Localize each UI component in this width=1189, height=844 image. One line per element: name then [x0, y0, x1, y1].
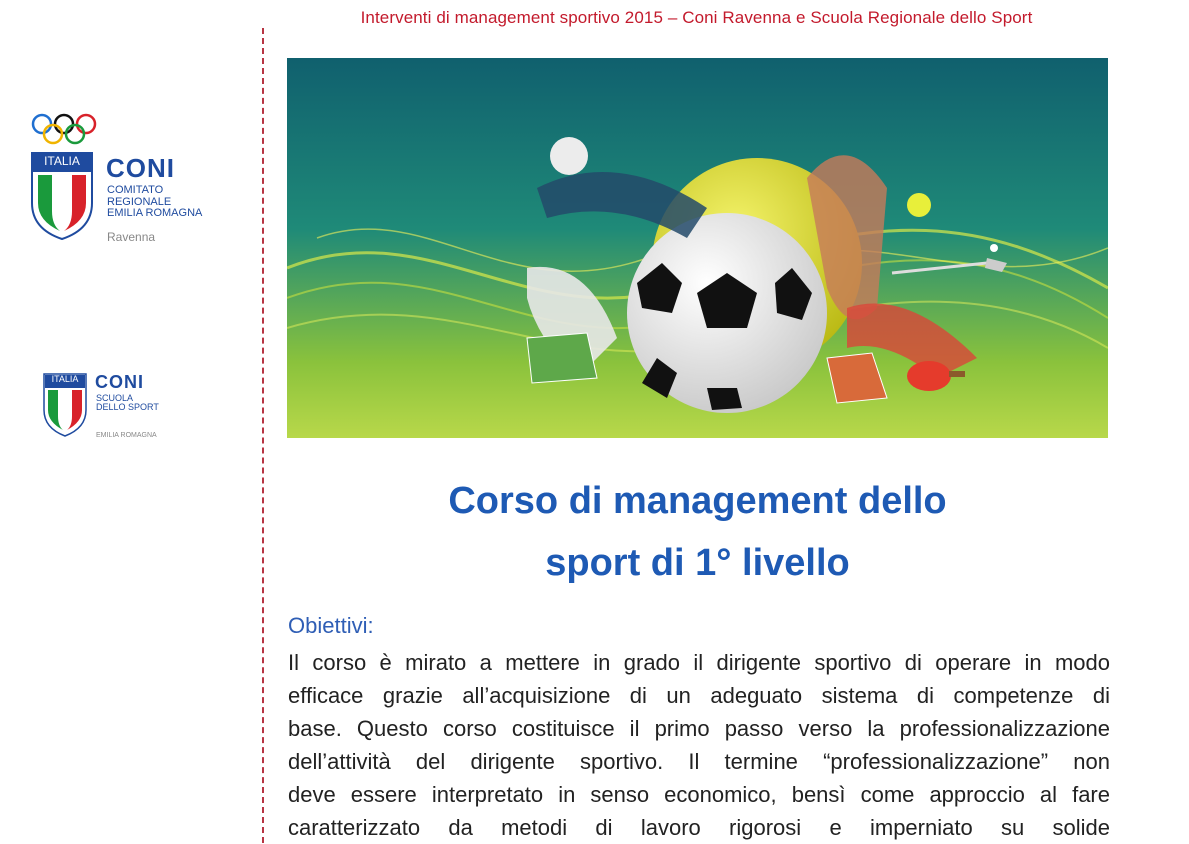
shield-label: ITALIA: [44, 154, 80, 168]
title-line: sport di 1° livello: [545, 542, 850, 584]
objectives-heading: Obiettivi:: [288, 613, 374, 638]
objectives-text: [288, 646, 1110, 844]
subtitle-line: COMITATO: [107, 184, 164, 196]
document-header: [0, 8, 1189, 28]
place-name: Ravenna: [107, 230, 156, 244]
subtitle-line: REGIONALE: [107, 195, 172, 208]
shield-label: ITALIA: [51, 374, 79, 384]
coni-brand: CONI: [95, 372, 144, 392]
sports-banner-image: [287, 58, 1108, 438]
text-line: caratterizzato da metodi di lavoro rigorosi e imperniato su solide: [288, 815, 1110, 840]
coni-regional-logo: [30, 113, 230, 253]
text-line: Il corso è mirato a mettere in grado il dirigente sportivo di operare in modo: [288, 650, 1110, 675]
coni-brand: CONI: [106, 153, 175, 183]
title-line: Corso di management dello: [448, 480, 947, 522]
text-line: deve essere interpretato in senso economico, bensì come approccio al fare: [288, 782, 1110, 807]
football-icon: [627, 213, 827, 413]
text-line: dell’attività del dirigente sportivo. Il termine “professionalizzazione” non: [288, 749, 1110, 774]
text-line: efficace grazie all’acquisizione di un adeguato sistema di competenze di: [288, 683, 1110, 708]
subtitle-line: DELLO SPORT: [96, 402, 159, 413]
olympic-rings-icon: [30, 113, 110, 145]
subtitle-line: EMILIA ROMAGNA: [107, 207, 203, 220]
subtitle-line: SCUOLA: [96, 393, 134, 403]
coni-school-subtitle: [96, 394, 159, 413]
region-name: EMILIA ROMAGNA: [96, 432, 157, 439]
course-title: [287, 470, 1108, 594]
margin-divider: [262, 28, 264, 843]
coni-regional-subtitle: [107, 185, 202, 220]
coni-school-logo: [42, 370, 212, 450]
text-line: base. Questo corso costituisce il primo passo verso la professionalizzazione: [288, 716, 1110, 741]
header-text: Interventi di management sportivo 2015 – Coni Ravenna e Scuola Regionale dello Sport: [360, 8, 1033, 27]
